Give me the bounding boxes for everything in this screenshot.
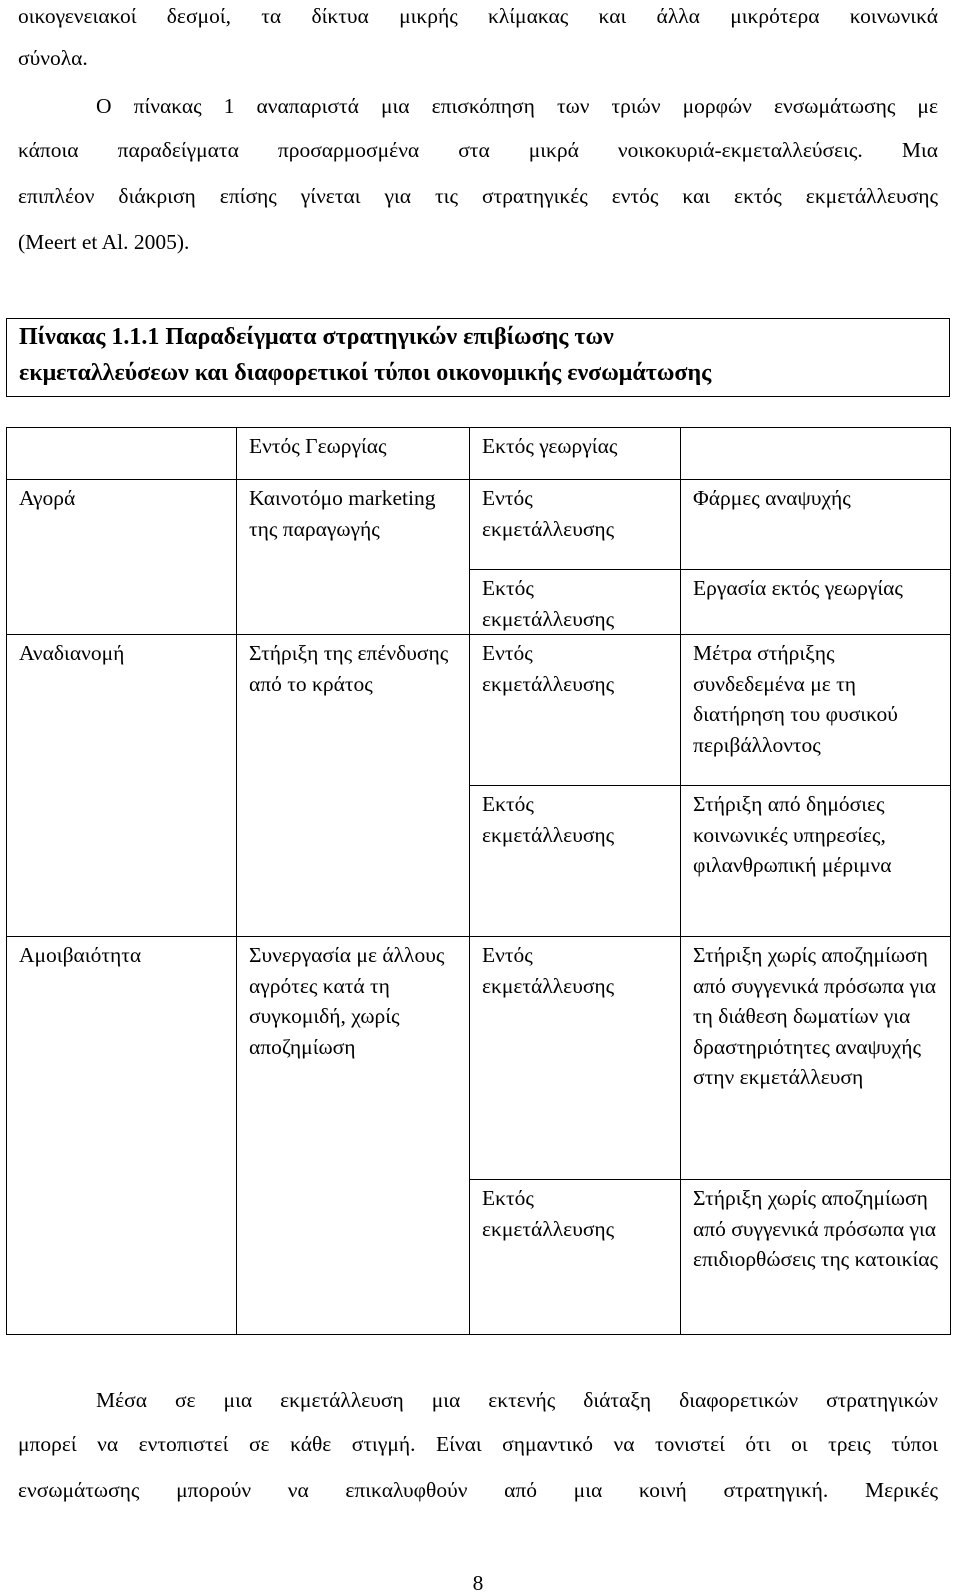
category-market: Αγορά [7,480,237,635]
table-caption-line-2: εκμεταλλεύσεων και διαφορετικοί τύποι οικονομικής ενσωμάτωσης [19,360,712,386]
header-empty-cell [7,428,237,480]
place-cell: Εντός εκμετάλλευσης [470,635,681,786]
header-outside-farming: Εκτός γεωργίας [470,428,681,480]
example-redistribution: Στήριξη της επένδυσης από το κράτος [237,635,470,937]
outro-line-2: μπορεί να εντοπιστεί σε κάθε στιγμή. Είναι σημαντικό να τονιστεί ότι οι τρεις τύποι [18,1432,938,1456]
category-reciprocity: Αμοιβαιότητα [7,937,237,1335]
place-cell: Εντός εκμετάλλευσης [470,480,681,570]
place-cell: Εκτός εκμετάλλευσης [470,570,681,635]
intro-line-5: επιπλέον διάκριση επίσης γίνεται για τις στρατηγικές εντός και εκτός εκμετάλλευσης [18,184,938,208]
place-cell: Εκτός εκμετάλλευσης [470,1180,681,1335]
outro-line-3: ενσωμάτωσης μπορούν να επικαλυφθούν από μια κοινή στρατηγική. Μερικές [18,1478,938,1502]
strategy-cell: Μέτρα στήριξης συνδεδεμένα με τη διατήρηση του φυσικού περιβάλλοντος [681,635,951,786]
table-caption-line-1: Πίνακας 1.1.1 Παραδείγματα στρατηγικών επιβίωσης των [19,324,614,350]
place-cell: Εντός εκμετάλλευσης [470,937,681,1180]
category-redistribution: Αναδιανομή [7,635,237,937]
table-header-row [7,428,951,480]
strategies-table [6,427,951,1335]
header-empty-cell-2 [681,428,951,480]
strategy-cell: Στήριξη χωρίς αποζημίωση από συγγενικά πρόσωπα για επιδιορθώσεις της κατοικίας [681,1180,951,1335]
strategy-cell: Φάρμες αναψυχής [681,480,951,570]
intro-line-2: σύνολα. [18,46,88,70]
outro-line-1: Μέσα σε μια εκμετάλλευση μια εκτενής διάταξη διαφορετικών στρατηγικών [96,1388,938,1412]
intro-line-6: (Meert et Al. 2005). [18,230,190,254]
place-cell: Εκτός εκμετάλλευσης [470,786,681,937]
strategy-cell: Στήριξη από δημόσιες κοινωνικές υπηρεσίες, φιλανθρωπική μέριμνα [681,786,951,937]
header-inside-farming: Εντός Γεωργίας [237,428,470,480]
table-row [7,635,951,786]
example-market: Καινοτόμο marketing της παραγωγής [237,480,470,635]
table-caption [6,318,950,397]
table-row [7,937,951,1180]
strategy-cell: Εργασία εκτός γεωργίας [681,570,951,635]
table-row [7,480,951,570]
page-number: 8 [472,1571,484,1595]
example-reciprocity: Συνεργασία με άλλους αγρότες κατά τη συγκομιδή, χωρίς αποζημίωση [237,937,470,1335]
intro-line-1: οικογενειακοί δεσμοί, τα δίκτυα μικρής κλίμακας και άλλα μικρότερα κοινωνικά [18,4,938,28]
strategy-cell: Στήριξη χωρίς αποζημίωση από συγγενικά πρόσωπα για τη διάθεση δωματίων για δραστηριότητες αναψυχής στην εκμετάλλευση [681,937,951,1180]
intro-line-4: κάποια παραδείγματα προσαρμοσμένα στα μικρά νοικοκυριά-εκμεταλλεύσεις. Μια [18,138,938,162]
intro-line-3: Ο πίνακας 1 αναπαριστά μια επισκόπηση των τριών μορφών ενσωμάτωσης με [96,94,938,118]
